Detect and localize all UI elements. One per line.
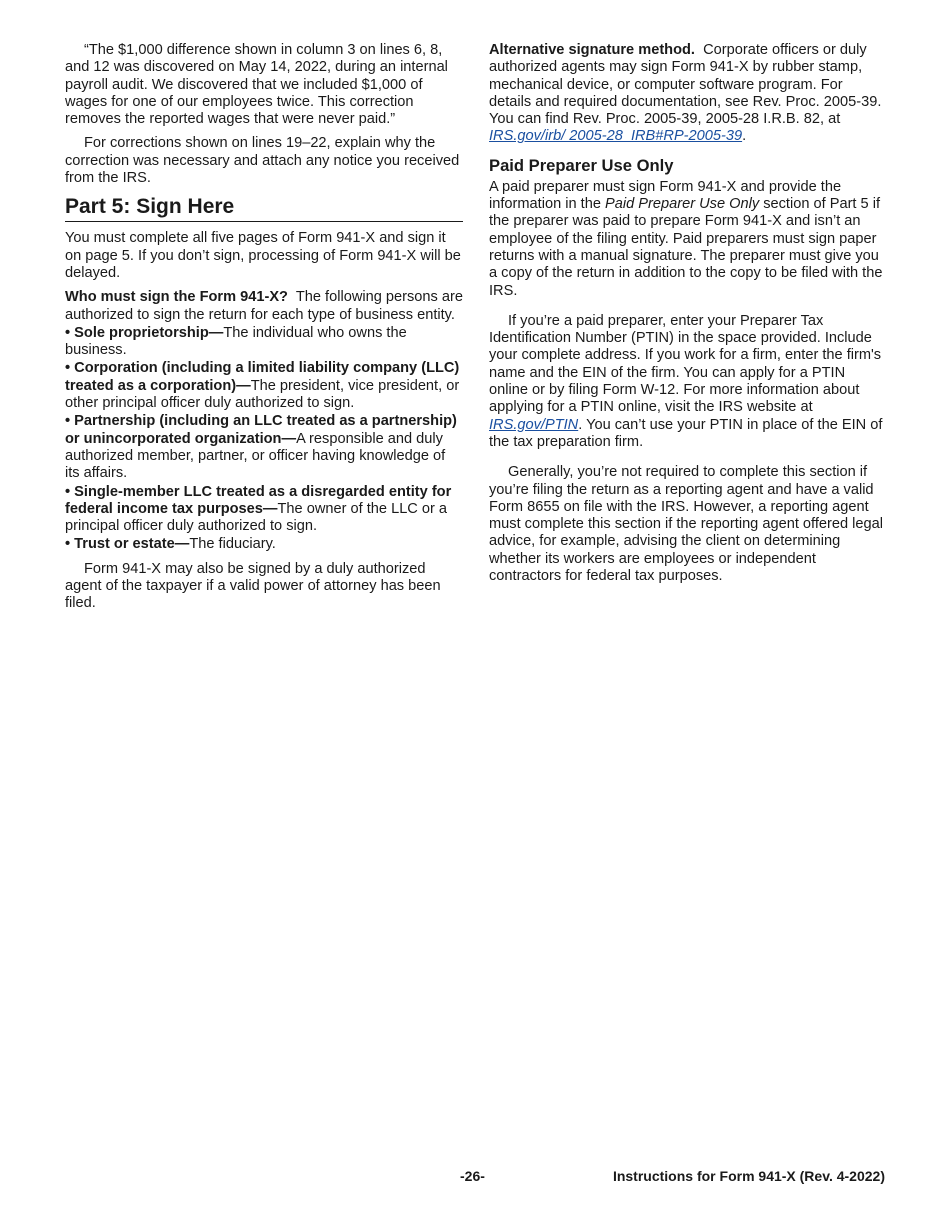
paid-preparer-paragraph-2 — [489, 313, 885, 451]
bullet-title: Trust or estate— — [74, 536, 190, 553]
complete-paragraph: You must complete all five pages of Form 941-X and sign it on page 5. If you don’t sign, processing of Form 941-X will be delayed. — [65, 230, 461, 281]
bullet-text: The fiduciary. — [189, 536, 276, 553]
bullet-title: Partnership (including an LLC treated as a partnership) or unincorporated organization— — [65, 413, 457, 447]
alt-signature-text: Corporate officers or duly authorized agents may sign Form 941-X by rubber stamp, mechanical device, or computer software program. For details and required documentation, see Rev. Proc. 2005-39. You can find Rev. Proc. 2005-39, 2005-28 I.R.B. 82, at — [489, 42, 882, 128]
alt-signature-end: . — [742, 128, 747, 145]
bullet-icon: • — [65, 483, 71, 500]
bullet-title: Single-member LLC treated as a disregarded entity for federal income tax purposes— — [65, 483, 452, 517]
bullet-text: The president, vice president, or other principal officer duly authorized to sign. — [65, 377, 460, 412]
bullet-icon: • — [65, 360, 71, 377]
alt-signature-paragraph — [489, 42, 885, 146]
bullet-partnership — [65, 413, 463, 482]
paid-preparer-paragraph-3: Generally, you’re not required to complete this section if you’re filing the return as a reporting agent and have a valid Form 8655 on file with the IRS. However, a reporting agent must complete this section if the reporting agent offered legal advice, for example, advising the client on determining whether its workers are employees or independent contractors for federal tax purposes. — [489, 464, 883, 585]
paid-preparer-p2-start: If you’re a paid preparer, enter your Preparer Tax Identification Number (PTIN) in the space provided. Include your complete address. If you work for a firm, enter the firm's name and the EIN of the firm. You can apply for a PTIN online or by filing Form W-12. For more information about applying for a PTIN online, visit the IRS website at — [489, 312, 882, 416]
bullet-text: A responsible and duly authorized member, partner, or officer having knowledge of its affairs. — [65, 430, 446, 482]
bullet-title: Corporation (including a limited liability company (LLC) treated as a corporation)— — [65, 360, 460, 394]
form-title-footer: Instructions for Form 941-X (Rev. 4-2022) — [612, 1168, 885, 1184]
bullet-icon: • — [65, 536, 71, 553]
right-column — [489, 42, 885, 592]
page-number: -26- — [460, 1168, 485, 1184]
who-must-sign-title: Who must sign the Form 941-X? — [65, 289, 288, 306]
who-must-sign-text: The following persons are authorized to sign the return for each type of business entity. — [65, 289, 463, 323]
paid-preparer-paragraph-1 — [489, 179, 885, 300]
bullet-text: The owner of the LLC or a principal officer duly authorized to sign. — [65, 500, 448, 535]
bullet-corporation — [65, 360, 463, 412]
part-title: Part 5: Sign Here — [65, 194, 463, 222]
ptin-link[interactable]: IRS.gov/PTIN — [489, 416, 579, 433]
bullet-title: Sole proprietorship— — [74, 324, 224, 341]
bullet-sole-proprietorship — [65, 325, 463, 360]
bullet-text: The individual who owns the business. — [65, 324, 407, 359]
paid-preparer-p2-end: . You can’t use your PTIN in place of the EIN of the tax preparation firm. — [489, 416, 883, 450]
irb-link[interactable]: IRS.gov/irb/ 2005-28_IRB#RP-2005-39 — [489, 128, 743, 145]
left-column — [65, 42, 463, 620]
bullet-icon: • — [65, 324, 71, 341]
bullet-icon: • — [65, 413, 71, 430]
bullet-trust-or-estate — [65, 536, 463, 553]
poa-paragraph: Form 941-X may also be signed by a duly authorized agent of the taxpayer if a valid power of attorney has been filed. — [65, 560, 441, 612]
bullet-single-member-llc — [65, 484, 463, 536]
paid-preparer-p1-end: section of Part 5 if the preparer was paid to prepare Form 941-X and isn’t an employee of the filing entity. Paid preparers must sign paper returns with a manual signature. The preparer must give you a copy of the return in addition to the copy to be filed with the IRS. — [489, 196, 883, 299]
corrections-paragraph: For corrections shown on lines 19–22, explain why the correction was necessary and attach any notice you received from the IRS. — [65, 135, 460, 187]
paid-preparer-title: Paid Preparer Use Only — [489, 155, 674, 175]
paid-preparer-p1-italic: Paid Preparer Use Only — [605, 196, 760, 213]
alt-signature-title: Alternative signature method. — [489, 42, 695, 58]
paid-preparer-p1-start: A paid preparer must sign Form 941-X and provide the information in the — [489, 178, 842, 213]
who-must-sign-paragraph — [65, 289, 463, 324]
quote-paragraph: “The $1,000 difference shown in column 3 on lines 6, 8, and 12 was discovered on May 14, 2022, during an internal payroll audit. We discovered that we included $1,000 of wages for one of our employees twice. This correction removes the reported wages that were never paid.” — [65, 42, 448, 128]
